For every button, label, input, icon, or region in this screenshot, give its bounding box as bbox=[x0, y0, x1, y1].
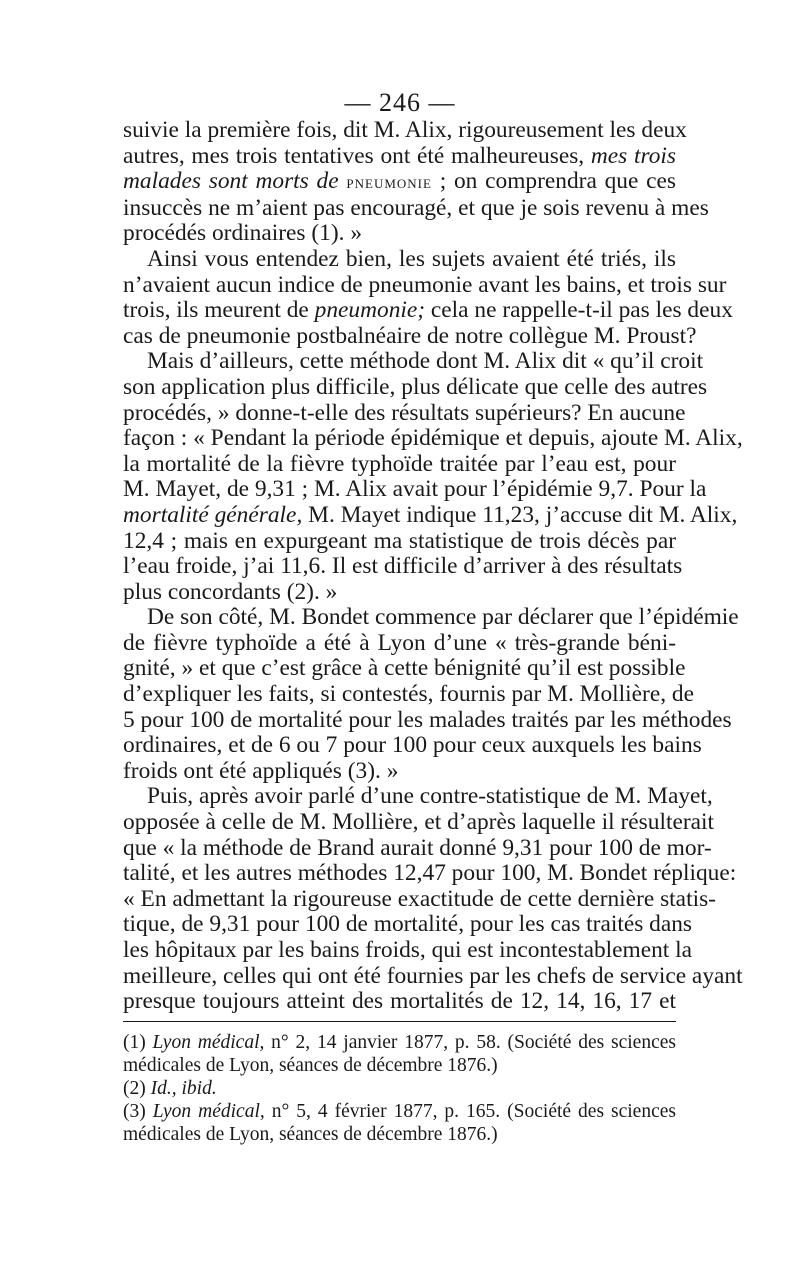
text-line bbox=[123, 553, 683, 580]
text-line bbox=[123, 169, 676, 196]
text-run: que « la méthode de Brand aurait donné 9,31 pour 100 de mor- bbox=[123, 834, 712, 861]
footnote bbox=[123, 1077, 676, 1100]
text-line bbox=[123, 297, 733, 324]
footnote-line bbox=[123, 1123, 676, 1146]
text-line bbox=[123, 809, 715, 836]
text-run: De son côté, M. Bondet commence par déclarer que l’épidémie bbox=[147, 604, 739, 631]
footnote-line bbox=[123, 1100, 676, 1123]
text-run: Ainsi vous entendez bien, les sujets avaient été triés, ils bbox=[147, 245, 676, 272]
text-line bbox=[123, 452, 676, 478]
text-run: les hôpitaux par les bains froids, qui est incontestablement la bbox=[123, 937, 693, 963]
footnote-line bbox=[123, 1031, 676, 1054]
text-line bbox=[123, 529, 676, 555]
text-line bbox=[123, 476, 707, 503]
text-run: gnité, » et que c’est grâce à cette bénignité qu’il est possible bbox=[123, 655, 686, 682]
text-run: suivie la première fois, dit M. Alix, rigoureusement les deux bbox=[123, 117, 687, 143]
footnotes bbox=[123, 1031, 676, 1146]
text-run: n’avaient aucun indice de pneumonie avant les bains, et trois sur bbox=[123, 271, 727, 298]
text-line bbox=[123, 885, 716, 913]
paragraph bbox=[123, 783, 743, 1015]
text-line bbox=[123, 732, 702, 759]
text-run: n° 2, 14 janvier 1877, p. 58. (Société des sciences bbox=[264, 1032, 676, 1053]
text-line bbox=[123, 631, 676, 657]
text-run: talité, et les autres méthodes 12,47 pour 100, M. Bondet réplique: bbox=[123, 860, 737, 887]
paragraph bbox=[123, 604, 739, 784]
text-run: opposée à celle de M. Mollière, et d’après laquelle il résulterait bbox=[123, 809, 715, 836]
text-line bbox=[123, 783, 713, 810]
text-line bbox=[123, 271, 727, 299]
text-run: pneumonie bbox=[346, 172, 432, 193]
text-line bbox=[123, 117, 687, 144]
text-line bbox=[123, 834, 712, 862]
footnote-rule bbox=[123, 1021, 676, 1022]
paragraph bbox=[123, 245, 733, 349]
text-line bbox=[123, 706, 732, 734]
text-run: presque toujours atteint des mortalités de 12, 14, 16, 17 et bbox=[123, 988, 676, 1015]
text-run: insuccès ne m’aient pas encouragé, et que je sois revenu à mes bbox=[123, 194, 709, 221]
text-run: Puis, après avoir parlé d’une contre-statistique de M. Mayet, bbox=[147, 783, 713, 810]
text-run: Lyon médical, bbox=[152, 1101, 265, 1122]
body-text bbox=[123, 117, 743, 1015]
text-run: Lyon médical, bbox=[152, 1032, 265, 1053]
text-run: procédés ordinaires (1). » bbox=[123, 220, 363, 247]
text-line bbox=[123, 399, 686, 427]
text-run: médicales de Lyon, séances de décembre 1876.) bbox=[123, 1055, 498, 1076]
text-run: (2) bbox=[123, 1078, 151, 1099]
text-run: ; on comprendra que ces bbox=[431, 168, 676, 195]
text-run: (1) bbox=[123, 1032, 153, 1053]
text-run: plus concordants (2). » bbox=[123, 578, 338, 605]
text-line bbox=[123, 580, 676, 606]
text-run: froids ont été appliqués (3). » bbox=[123, 757, 399, 784]
text-line bbox=[123, 247, 676, 273]
text-run: tique, de 9,31 pour 100 de mortalité, pour les cas traités dans bbox=[123, 911, 693, 938]
text-line bbox=[123, 221, 676, 247]
text-run: façon : « Pendant la période épidémique et depuis, ajoute M. Alix, bbox=[123, 425, 743, 452]
text-run: 12,4 ; mais en expurgeant ma statistique de trois décès par bbox=[123, 527, 676, 554]
text-run: Id., ibid. bbox=[150, 1078, 217, 1099]
text-run: M. Mayet indique 11,23, j’accuse dit M. Alix, bbox=[302, 501, 738, 528]
page-number: — 246 — bbox=[344, 88, 456, 117]
footnote bbox=[123, 1100, 676, 1146]
text-run: autres, mes trois tentatives ont été malheureuses, bbox=[123, 142, 591, 169]
text-run: son application plus difficile, plus délicate que celle des autres bbox=[123, 373, 708, 400]
text-line bbox=[123, 194, 709, 222]
text-line bbox=[123, 348, 704, 375]
text-run: mes trois bbox=[590, 142, 676, 169]
text-line bbox=[123, 425, 743, 452]
text-run: pneumonie; bbox=[314, 297, 426, 324]
text-line bbox=[123, 655, 686, 682]
text-run: d’expliquer les faits, si contestés, fournis par M. Mollière, de bbox=[123, 681, 694, 708]
text-run: n° 5, 4 février 1877, p. 165. (Société des sciences bbox=[264, 1101, 676, 1122]
text-run: médicales de Lyon, séances de décembre 1876.) bbox=[123, 1124, 498, 1145]
text-line bbox=[123, 911, 693, 938]
paragraph bbox=[123, 348, 743, 605]
text-line bbox=[123, 681, 694, 708]
text-line bbox=[123, 373, 708, 401]
text-run: « En admettant la rigoureuse exactitude de cette dernière statis- bbox=[123, 885, 716, 912]
text-run: procédés, » donne-t-elle des résultats supérieurs? En aucune bbox=[123, 399, 686, 426]
footnote-line bbox=[123, 1077, 676, 1100]
text-run: (3) bbox=[123, 1101, 153, 1122]
text-run: meilleure, celles qui ont été fournies par les chefs de service ayant bbox=[123, 962, 743, 989]
text-run: Mais d’ailleurs, cette méthode dont M. Alix dit « qu’il croit bbox=[147, 348, 704, 375]
text-line bbox=[123, 989, 676, 1015]
text-line bbox=[123, 322, 697, 350]
text-run: l’eau froide, j’ai 11,6. Il est difficile d’arriver à des résultats bbox=[123, 553, 683, 580]
footnote bbox=[123, 1031, 676, 1077]
text-line bbox=[123, 937, 693, 964]
text-run: malades sont morts de bbox=[123, 168, 339, 195]
text-run: ordinaires, et de 6 ou 7 pour 100 pour ceux auxquels les bains bbox=[123, 732, 702, 759]
text-run: de fièvre typhoïde a été à Lyon d’une « très-grande béni- bbox=[123, 629, 676, 656]
text-run: la mortalité de la fièvre typhoïde traitée par l’eau est, pour bbox=[123, 450, 676, 477]
text-line bbox=[123, 501, 738, 529]
text-run: cas de pneumonie postbalnéaire de notre collègue M. Proust? bbox=[123, 322, 697, 349]
text-run: trois, ils meurent de bbox=[123, 297, 315, 324]
text-line bbox=[123, 860, 737, 887]
paragraph bbox=[123, 117, 709, 247]
text-run: mortalité générale, bbox=[123, 501, 303, 528]
text-line bbox=[123, 962, 743, 990]
text-run: M. Mayet, de 9,31 ; M. Alix avait pour l’épidémie 9,7. Pour la bbox=[123, 476, 707, 503]
text-line bbox=[123, 144, 676, 170]
footnote-line bbox=[123, 1054, 676, 1077]
text-run: cela ne rappelle-t-il pas les deux bbox=[425, 297, 733, 324]
text-line bbox=[123, 604, 739, 631]
text-line bbox=[123, 759, 676, 785]
text-run: 5 pour 100 de mortalité pour les malades traités par les méthodes bbox=[123, 706, 732, 733]
